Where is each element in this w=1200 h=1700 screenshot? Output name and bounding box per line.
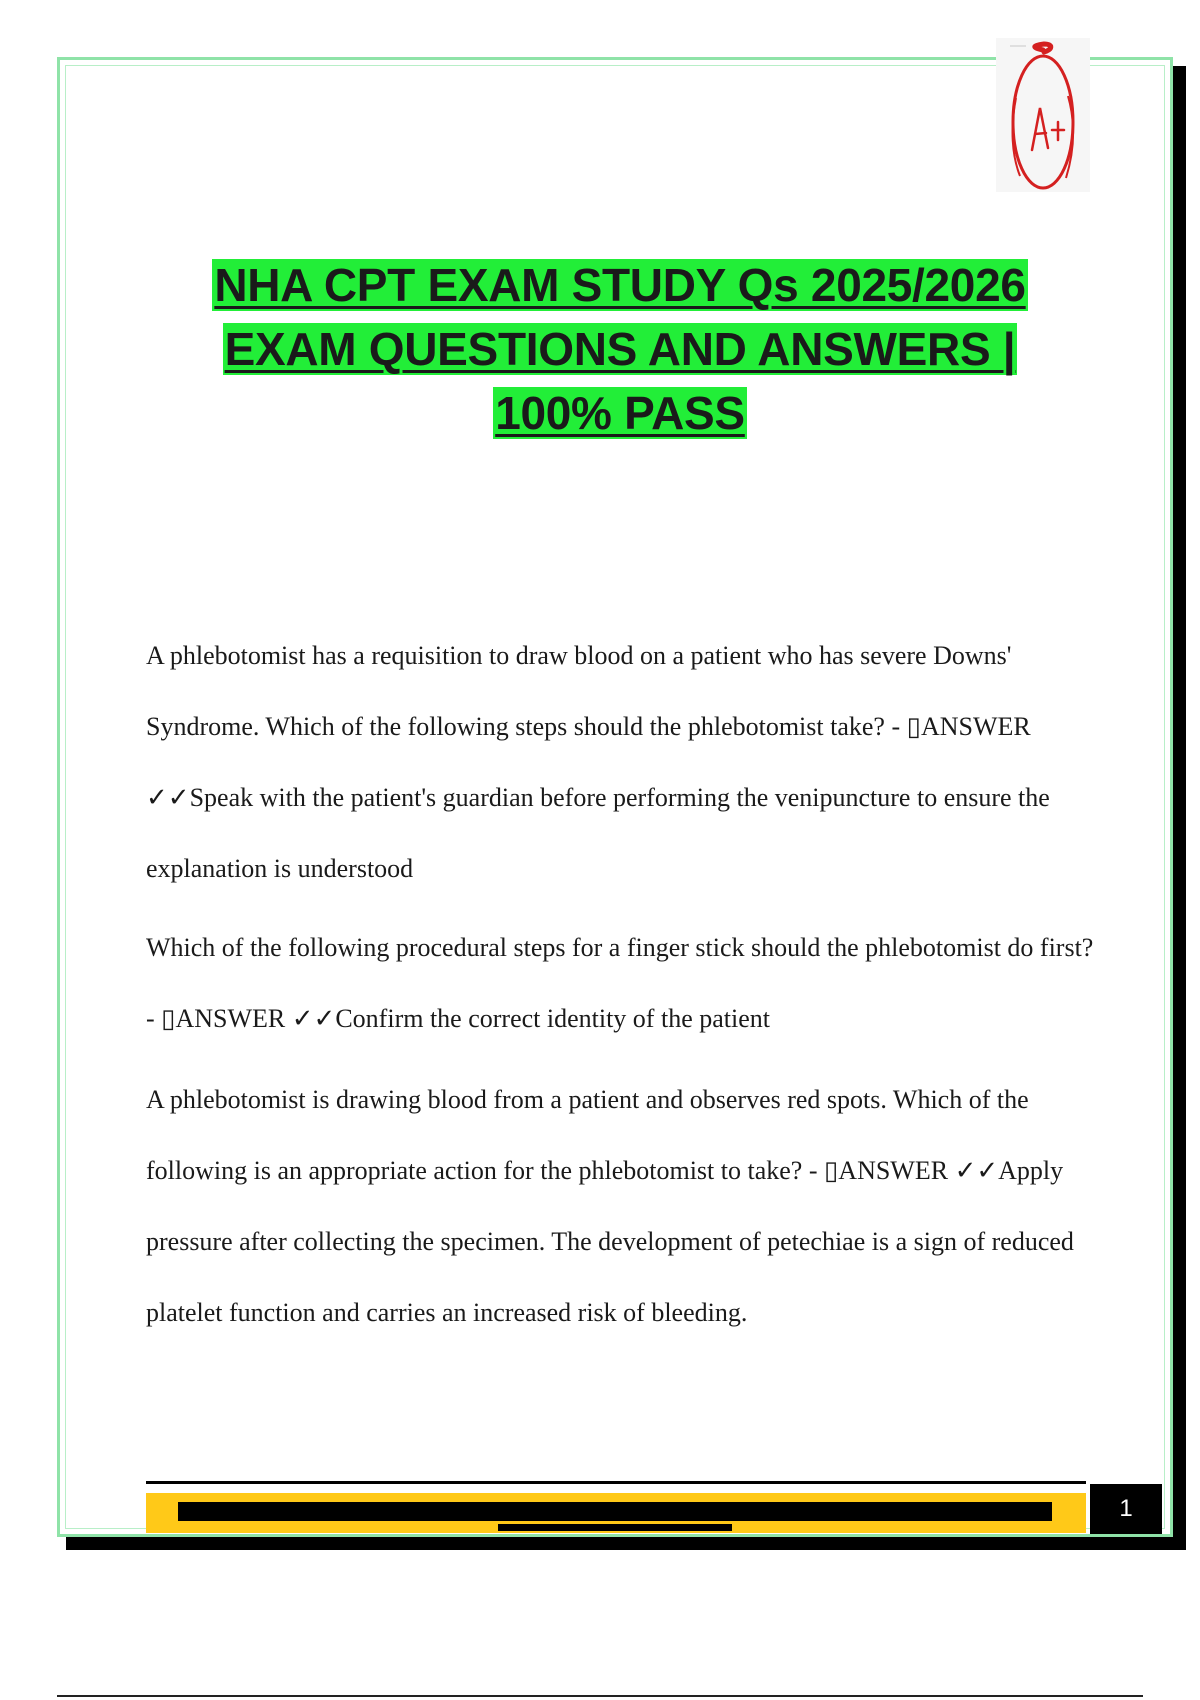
page-number: 1 bbox=[1090, 1484, 1162, 1534]
question-answer-item bbox=[146, 620, 1106, 904]
answer-label: ANSWER bbox=[920, 712, 1031, 741]
answer-marker-icon: ▯ bbox=[906, 712, 921, 741]
title-line-2: EXAM QUESTIONS AND ANSWERS | bbox=[224, 323, 1016, 375]
question-answer-item bbox=[146, 912, 1106, 1054]
bottom-divider bbox=[57, 1695, 1143, 1697]
answer-marker-icon: ▯ bbox=[161, 1004, 176, 1033]
answer-text: Confirm the correct identity of the patient bbox=[335, 1004, 770, 1033]
footer-rule bbox=[146, 1481, 1086, 1484]
questions-list bbox=[146, 620, 1106, 1356]
question-text: A phlebotomist is drawing blood from a patient and observes red spots. Which of the following is an appropriate action for the phlebotomist to take? - bbox=[146, 1085, 1029, 1185]
answer-label: ANSWER bbox=[175, 1004, 286, 1033]
answer-text: Apply pressure after collecting the specimen. The development of petechiae is a sign of reduced platelet function and carries an increased risk of bleeding. bbox=[146, 1156, 1074, 1327]
footer-bar-inner bbox=[178, 1502, 1052, 1521]
title-line-1: NHA CPT EXAM STUDY Qs 2025/2026 bbox=[214, 259, 1026, 311]
footer-bar-accent bbox=[498, 1524, 732, 1531]
check-marks-icon: ✓✓ bbox=[146, 783, 190, 812]
a-plus-grade-stamp-icon bbox=[996, 38, 1090, 192]
answer-marker-icon: ▯ bbox=[823, 1156, 839, 1185]
document-title bbox=[0, 253, 1200, 445]
question-text: A phlebotomist has a requisition to draw blood on a patient who has severe Downs' Syndrome. Which of the following steps should the phlebotomist take? - bbox=[146, 641, 1012, 741]
answer-label: ANSWER bbox=[838, 1156, 949, 1185]
check-marks-icon: ✓✓ bbox=[954, 1156, 999, 1185]
answer-text: Speak with the patient's guardian before performing the venipuncture to ensure the explanation is understood bbox=[146, 783, 1050, 883]
question-text: Which of the following procedural steps for a finger stick should the phlebotomist do first? - bbox=[146, 933, 1094, 1033]
title-line-3: 100% PASS bbox=[495, 387, 745, 439]
check-marks-icon: ✓✓ bbox=[291, 1004, 336, 1033]
question-answer-item bbox=[146, 1064, 1106, 1348]
